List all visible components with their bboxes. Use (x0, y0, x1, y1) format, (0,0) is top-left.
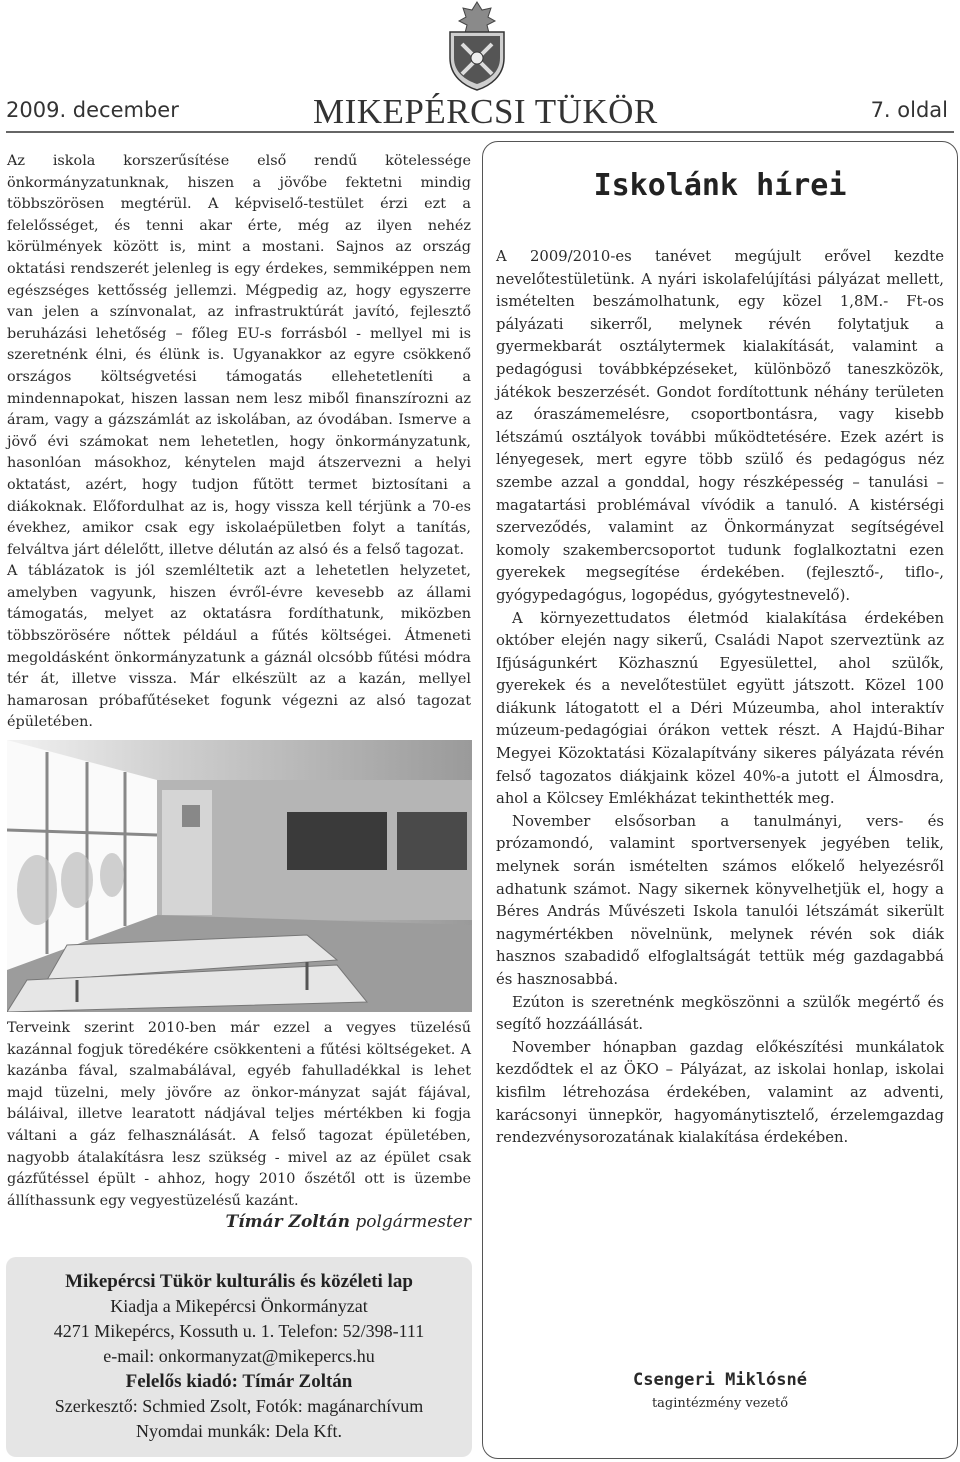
author-role: tagintézmény vezető (651, 1396, 789, 1411)
mayor-signature (7, 1212, 471, 1232)
imprint-editor: Szerkesztő: Schmied Zsolt, Fotók: magánarchívum (54, 1396, 424, 1416)
coat-of-arms-icon (440, 0, 514, 92)
school-news-article (496, 246, 944, 1150)
imprint-email: e-mail: onkormanyzat@mikepercs.hu (103, 1346, 375, 1366)
page-header (6, 92, 954, 132)
imprint-printer: Nyomdai munkák: Dela Kft. (136, 1421, 342, 1441)
article-paragraph: A 2009/2010-es tanévet megújult erővel kezdte nevelőtestületünk. A nyári iskolafelújítási pályázat mellett, ismételten beszámolhatunk, egy közel 1,8M.- Ft-os pályázati sikerről, melynek révén folytatjuk a gyermekbarát osztálytermek kialakítását, valamint a pedagógusi továbbképzéseket, különböző taneszközök, játékok beszerzését. Gondot fordítottunk néhány területen az óraszámemelésre, csoportbontásra, vagy kisebb létszámú osztályok további működtetésére. Ezek azért is lényegesek, mert egyre több szülő és pedagógus néz szembe azzal a gonddal, hogy részképesség – tanulási – magatartási problémával vívódik a tanuló. A kistérségi szerveződés, valamint az Önkormányzat segítségével komoly szakembercsoportot tudunk foglalkoztatni ezen gyerekek megsegítése érdekében. (fejlesztő-, tiflo-, gyógypedagógus, logopédus, gyógytestnevelő). (496, 248, 944, 604)
article-paragraph: A környezettudatos életmód kialakítása érdekében október elején nagy sikerű, Családi Napot szerveztünk az Ifjúságunkért Közhasznú Egyesülettel, ahol szülők, gyerekek és a nevelőtestület együtt játszott. Közel 100 diákunk látogatott el a Déri Múzeumba, ahol interaktív múzeum-pedagógiai órákon vettek részt. A Hajdú-Bihar Megyei Közoktatási Közalapítvány sikeres pályázata révén felső tagozatos diákjaink közel 40%-a jutott el Álmosdra, ahol a Kölcsey Emlékházat tekinthették meg. (496, 609, 944, 808)
page-number: 7. oldal (870, 98, 948, 122)
imprint-address: 4271 Mikepércs, Kossuth u. 1. Telefon: 52/398-111 (53, 1321, 425, 1341)
article-paragraph: Terveink szerint 2010-ben már ezzel a vegyes tüzelésű kazánnal fogjuk töredékére csökkenteni a fűtési költségeket. A kazánba fával, szalmabálával, egyéb fahulladékkal is lehet majd tüzelni, mely jövőre az önkor-mányzat saját fájával, báláival, illetve learatott nádjával teljes mértékben ki fogja váltani a gáz felhasználását. A felső tagozat épületében, nagyobb átalakításra lesz szükség - mivel az az épület csak gázfűtéssel épült - ahhoz, hogy 2010 őszétől ott is üzembe állíthassunk egy vegyestüzelésű kazánt. (7, 1020, 471, 1209)
article-paragraph: November elsősorban a tanulmányi, vers- és prózamondó, valamint sportversenyek jegyében telik, melynek során ismételten számos előkelő helyezésről adhatunk számot. Nagy sikernek könyvelhetjük el, hogy a Béres András Művészeti Iskola tanulói létszámát sikerült nagymértékben növelnünk, melynek révén sok diák hasznos szabadidő elfoglaltságát tettük még gazdagabbá és hasznosabbá. (496, 812, 944, 988)
author-name: Tímár Zoltán (225, 1212, 350, 1232)
article-paragraph: November hónapban gazdag előkészítési munkálatok kezdődtek el az ÖKO – Pályázat, az iskolai honlap, iskolai kisfilm létrehozása érdekében, valamint az adventi, karácsonyi ünnepkör, hagyománytisztelő, érzelemgazdag rendezvénysorozatának kialakítása érdekében. (496, 1038, 944, 1147)
imprint-title: Mikepércsi Tükör kulturális és közéleti lap (65, 1271, 413, 1292)
article-paragraph: Ezúton is szeretnénk megköszönni a szülők megértő és segítő hozzáállását. (496, 993, 944, 1034)
author-role: polgármester (355, 1212, 471, 1232)
issue-date: 2009. december (6, 98, 179, 122)
article-paragraph: Az iskola korszerűsítése első rendű kötelessége önkormányzatunknak, hiszen a jövőbe fektetni mindig többszörösen megtérül. A képviselő-testület érzi ezt a felelősséget, és tenni akar érte, még az ilyen nehéz körülmények között is, mint a mostani. Sajnos az ország oktatási rendszerét jelenleg is egy érdekes, semmiképpen nem egészséges kettősség jellemzi. Mégpedig az, hogy egyszerre van jelen a színvonalat, az infrastruktúrát javító, fejlesztő beruházási lehetőség – főleg EU-s forrásból - mellyel mi is szeretnénk élni, és élünk is. Ugyanakkor az egyre csökkenő országos költségvetési támogatás ellehetetleníti a mindennapokat, hiszen lassan nem lesz miből finanszírozni az áram, vagy a gázszámlát az iskolában, az óvodában. Ismerve a jövő évi számokat nem lehetetlen, hogy önkormányzatunk, hasonlóan másokhoz, kénytelen majd átszervezni a helyi oktatást, azért, hogy tudjon fűtött termet biztosítani a diákoknak. Előfordulhat az is, hogy vissza kell térjünk a 70-es évekhez, amikor csak egy iskolaépületben folyt a tanítás, felváltva járt délelőtt, illetve délután az alsó és a felső tagozat. (7, 153, 471, 558)
article-paragraph: A táblázatok is jól szemléltetik azt a lehetetlen helyzetet, amelyben vagyunk, hiszen évről-évre kevesebb az állami támogatás, melyet az oktatásra fordíthatunk, miközben többszörösére nőttek például a fűtés költségei. Átmeneti megoldásként önkormányzatunk a gáznál olcsóbb fűtési módra tér át, illetve vissza. Már elkészült az a kazán, mellyel hamarosan próbafűtéseket fogunk végezni az alsó tagozat épületében. (7, 563, 471, 731)
imprint-responsible: Felelős kiadó: Tímár Zoltán (125, 1371, 353, 1392)
mayor-article (7, 151, 471, 734)
author-name: Csengeri Miklósné (633, 1370, 807, 1390)
imprint-publisher: Kiadja a Mikepércsi Önkormányzat (110, 1296, 368, 1316)
header-rule (6, 131, 954, 133)
newspaper-title: MIKEPÉRCSI TÜKÖR (313, 92, 658, 131)
imprint-box (6, 1257, 472, 1457)
mayor-article-continued (7, 1018, 471, 1212)
school-news-signature (482, 1370, 958, 1411)
classroom-photo (7, 740, 472, 1012)
school-news-title: Iskolánk hírei (593, 168, 847, 203)
